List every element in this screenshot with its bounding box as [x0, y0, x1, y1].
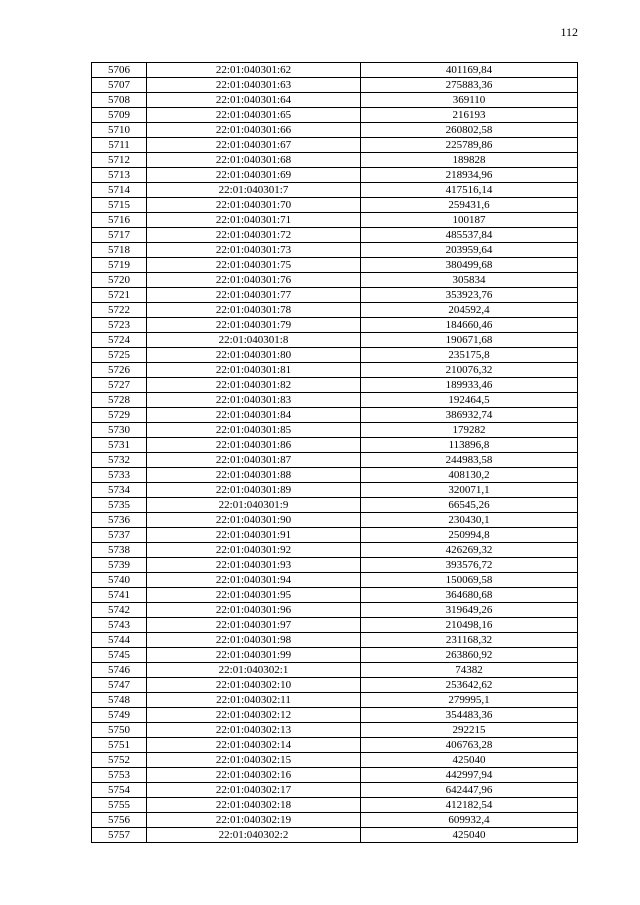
row-number-cell: 5738: [92, 543, 147, 558]
table-row: [92, 153, 578, 168]
value-cell: 184660,46: [361, 318, 578, 333]
value-cell: 642447,96: [361, 783, 578, 798]
value-cell: 275883,36: [361, 78, 578, 93]
row-number-cell: 5714: [92, 183, 147, 198]
value-cell: 408130,2: [361, 468, 578, 483]
value-cell: 319649,26: [361, 603, 578, 618]
cadastral-number-cell: 22:01:040301:75: [147, 258, 361, 273]
row-number-cell: 5719: [92, 258, 147, 273]
value-cell: 354483,36: [361, 708, 578, 723]
row-number-cell: 5726: [92, 363, 147, 378]
table-row: [92, 138, 578, 153]
cadastral-number-cell: 22:01:040302:15: [147, 753, 361, 768]
value-cell: 425040: [361, 828, 578, 843]
cadastral-number-cell: 22:01:040301:76: [147, 273, 361, 288]
row-number-cell: 5749: [92, 708, 147, 723]
row-number-cell: 5757: [92, 828, 147, 843]
cadastral-number-cell: 22:01:040302:19: [147, 813, 361, 828]
value-cell: 259431,6: [361, 198, 578, 213]
cadastral-number-cell: 22:01:040301:78: [147, 303, 361, 318]
value-cell: 216193: [361, 108, 578, 123]
cadastral-number-cell: 22:01:040301:85: [147, 423, 361, 438]
cadastral-number-cell: 22:01:040302:2: [147, 828, 361, 843]
value-cell: 190671,68: [361, 333, 578, 348]
table-row: [92, 198, 578, 213]
row-number-cell: 5747: [92, 678, 147, 693]
row-number-cell: 5717: [92, 228, 147, 243]
value-cell: 442997,94: [361, 768, 578, 783]
cadastral-number-cell: 22:01:040302:13: [147, 723, 361, 738]
table-row: [92, 318, 578, 333]
cadastral-number-cell: 22:01:040301:84: [147, 408, 361, 423]
cadastral-number-cell: 22:01:040301:68: [147, 153, 361, 168]
cadastral-number-cell: 22:01:040301:80: [147, 348, 361, 363]
row-number-cell: 5713: [92, 168, 147, 183]
value-cell: 235175,8: [361, 348, 578, 363]
cadastral-number-cell: 22:01:040301:72: [147, 228, 361, 243]
value-cell: 204592,4: [361, 303, 578, 318]
table-row: [92, 258, 578, 273]
table-row: [92, 213, 578, 228]
row-number-cell: 5737: [92, 528, 147, 543]
value-cell: 150069,58: [361, 573, 578, 588]
data-table: [91, 62, 578, 843]
cadastral-number-cell: 22:01:040301:79: [147, 318, 361, 333]
row-number-cell: 5727: [92, 378, 147, 393]
table-row: [92, 708, 578, 723]
table-row: [92, 333, 578, 348]
row-number-cell: 5734: [92, 483, 147, 498]
value-cell: 100187: [361, 213, 578, 228]
cadastral-number-cell: 22:01:040301:9: [147, 498, 361, 513]
table-row: [92, 678, 578, 693]
row-number-cell: 5751: [92, 738, 147, 753]
table-row: [92, 123, 578, 138]
cadastral-number-cell: 22:01:040301:81: [147, 363, 361, 378]
cadastral-number-cell: 22:01:040301:67: [147, 138, 361, 153]
table-row: [92, 498, 578, 513]
row-number-cell: 5736: [92, 513, 147, 528]
value-cell: 225789,86: [361, 138, 578, 153]
value-cell: 244983,58: [361, 453, 578, 468]
table-row: [92, 738, 578, 753]
row-number-cell: 5716: [92, 213, 147, 228]
value-cell: 292215: [361, 723, 578, 738]
value-cell: 279995,1: [361, 693, 578, 708]
value-cell: 189933,46: [361, 378, 578, 393]
table-row: [92, 663, 578, 678]
row-number-cell: 5743: [92, 618, 147, 633]
cadastral-number-cell: 22:01:040301:73: [147, 243, 361, 258]
row-number-cell: 5720: [92, 273, 147, 288]
row-number-cell: 5712: [92, 153, 147, 168]
table-row: [92, 558, 578, 573]
cadastral-number-cell: 22:01:040301:97: [147, 618, 361, 633]
table-row: [92, 363, 578, 378]
row-number-cell: 5744: [92, 633, 147, 648]
value-cell: 210498,16: [361, 618, 578, 633]
cadastral-number-cell: 22:01:040301:89: [147, 483, 361, 498]
table-row: [92, 768, 578, 783]
cadastral-number-cell: 22:01:040301:65: [147, 108, 361, 123]
row-number-cell: 5755: [92, 798, 147, 813]
row-number-cell: 5728: [92, 393, 147, 408]
table-row: [92, 573, 578, 588]
value-cell: 230430,1: [361, 513, 578, 528]
table-row: [92, 633, 578, 648]
value-cell: 203959,64: [361, 243, 578, 258]
cadastral-number-cell: 22:01:040301:87: [147, 453, 361, 468]
table-row: [92, 723, 578, 738]
cadastral-number-cell: 22:01:040302:1: [147, 663, 361, 678]
table-row: [92, 273, 578, 288]
table-body: [92, 63, 578, 843]
row-number-cell: 5740: [92, 573, 147, 588]
table-row: [92, 453, 578, 468]
table-row: [92, 288, 578, 303]
table-row: [92, 378, 578, 393]
row-number-cell: 5706: [92, 63, 147, 78]
value-cell: 320071,1: [361, 483, 578, 498]
row-number-cell: 5732: [92, 453, 147, 468]
cadastral-number-cell: 22:01:040302:17: [147, 783, 361, 798]
value-cell: 192464,5: [361, 393, 578, 408]
row-number-cell: 5724: [92, 333, 147, 348]
table-row: [92, 183, 578, 198]
value-cell: 218934,96: [361, 168, 578, 183]
value-cell: 113896,8: [361, 438, 578, 453]
row-number-cell: 5730: [92, 423, 147, 438]
value-cell: 417516,14: [361, 183, 578, 198]
row-number-cell: 5725: [92, 348, 147, 363]
row-number-cell: 5718: [92, 243, 147, 258]
row-number-cell: 5748: [92, 693, 147, 708]
cadastral-number-cell: 22:01:040301:83: [147, 393, 361, 408]
table-row: [92, 753, 578, 768]
page-number: 112: [560, 25, 578, 39]
row-number-cell: 5742: [92, 603, 147, 618]
table-row: [92, 108, 578, 123]
value-cell: 425040: [361, 753, 578, 768]
row-number-cell: 5723: [92, 318, 147, 333]
table-row: [92, 588, 578, 603]
row-number-cell: 5733: [92, 468, 147, 483]
cadastral-number-cell: 22:01:040301:77: [147, 288, 361, 303]
cadastral-number-cell: 22:01:040302:14: [147, 738, 361, 753]
row-number-cell: 5745: [92, 648, 147, 663]
row-number-cell: 5729: [92, 408, 147, 423]
cadastral-number-cell: 22:01:040301:8: [147, 333, 361, 348]
row-number-cell: 5710: [92, 123, 147, 138]
cadastral-number-cell: 22:01:040301:91: [147, 528, 361, 543]
table-row: [92, 813, 578, 828]
row-number-cell: 5746: [92, 663, 147, 678]
cadastral-number-cell: 22:01:040302:11: [147, 693, 361, 708]
table-row: [92, 63, 578, 78]
value-cell: 74382: [361, 663, 578, 678]
table-row: [92, 783, 578, 798]
value-cell: 393576,72: [361, 558, 578, 573]
value-cell: 260802,58: [361, 123, 578, 138]
row-number-cell: 5735: [92, 498, 147, 513]
cadastral-number-cell: 22:01:040301:93: [147, 558, 361, 573]
table-row: [92, 228, 578, 243]
value-cell: 369110: [361, 93, 578, 108]
cadastral-number-cell: 22:01:040301:71: [147, 213, 361, 228]
value-cell: 401169,84: [361, 63, 578, 78]
cadastral-number-cell: 22:01:040301:82: [147, 378, 361, 393]
row-number-cell: 5750: [92, 723, 147, 738]
cadastral-number-cell: 22:01:040301:94: [147, 573, 361, 588]
value-cell: 210076,32: [361, 363, 578, 378]
value-cell: 412182,54: [361, 798, 578, 813]
row-number-cell: 5741: [92, 588, 147, 603]
table-row: [92, 348, 578, 363]
cadastral-number-cell: 22:01:040302:10: [147, 678, 361, 693]
table-row: [92, 93, 578, 108]
cadastral-number-cell: 22:01:040301:92: [147, 543, 361, 558]
table-row: [92, 603, 578, 618]
cadastral-number-cell: 22:01:040301:64: [147, 93, 361, 108]
table-row: [92, 408, 578, 423]
value-cell: 406763,28: [361, 738, 578, 753]
value-cell: 426269,32: [361, 543, 578, 558]
table-row: [92, 693, 578, 708]
row-number-cell: 5708: [92, 93, 147, 108]
value-cell: 253642,62: [361, 678, 578, 693]
value-cell: 609932,4: [361, 813, 578, 828]
row-number-cell: 5754: [92, 783, 147, 798]
row-number-cell: 5753: [92, 768, 147, 783]
table-row: [92, 618, 578, 633]
cadastral-number-cell: 22:01:040301:96: [147, 603, 361, 618]
row-number-cell: 5722: [92, 303, 147, 318]
row-number-cell: 5739: [92, 558, 147, 573]
row-number-cell: 5731: [92, 438, 147, 453]
cadastral-number-cell: 22:01:040301:95: [147, 588, 361, 603]
value-cell: 380499,68: [361, 258, 578, 273]
table-row: [92, 528, 578, 543]
table-row: [92, 543, 578, 558]
cadastral-number-cell: 22:01:040301:86: [147, 438, 361, 453]
cadastral-number-cell: 22:01:040301:90: [147, 513, 361, 528]
cadastral-number-cell: 22:01:040301:99: [147, 648, 361, 663]
cadastral-number-cell: 22:01:040301:69: [147, 168, 361, 183]
table-row: [92, 168, 578, 183]
row-number-cell: 5756: [92, 813, 147, 828]
value-cell: 386932,74: [361, 408, 578, 423]
row-number-cell: 5711: [92, 138, 147, 153]
value-cell: 364680,68: [361, 588, 578, 603]
row-number-cell: 5721: [92, 288, 147, 303]
value-cell: 353923,76: [361, 288, 578, 303]
value-cell: 485537,84: [361, 228, 578, 243]
value-cell: 231168,32: [361, 633, 578, 648]
row-number-cell: 5715: [92, 198, 147, 213]
cadastral-number-cell: 22:01:040301:7: [147, 183, 361, 198]
row-number-cell: 5752: [92, 753, 147, 768]
cadastral-number-cell: 22:01:040301:63: [147, 78, 361, 93]
cadastral-number-cell: 22:01:040301:62: [147, 63, 361, 78]
table-row: [92, 438, 578, 453]
table-row: [92, 798, 578, 813]
value-cell: 189828: [361, 153, 578, 168]
table-row: [92, 423, 578, 438]
table-row: [92, 78, 578, 93]
row-number-cell: 5707: [92, 78, 147, 93]
row-number-cell: 5709: [92, 108, 147, 123]
table-row: [92, 483, 578, 498]
value-cell: 263860,92: [361, 648, 578, 663]
cadastral-number-cell: 22:01:040302:16: [147, 768, 361, 783]
table-row: [92, 468, 578, 483]
cadastral-number-cell: 22:01:040301:70: [147, 198, 361, 213]
table-row: [92, 303, 578, 318]
value-cell: 305834: [361, 273, 578, 288]
cadastral-number-cell: 22:01:040301:88: [147, 468, 361, 483]
cadastral-number-cell: 22:01:040302:18: [147, 798, 361, 813]
value-cell: 250994,8: [361, 528, 578, 543]
cadastral-number-cell: 22:01:040301:66: [147, 123, 361, 138]
table-row: [92, 648, 578, 663]
value-cell: 66545,26: [361, 498, 578, 513]
table-row: [92, 513, 578, 528]
cadastral-number-cell: 22:01:040301:98: [147, 633, 361, 648]
table-row: [92, 243, 578, 258]
table-row: [92, 828, 578, 843]
value-cell: 179282: [361, 423, 578, 438]
cadastral-number-cell: 22:01:040302:12: [147, 708, 361, 723]
table-row: [92, 393, 578, 408]
